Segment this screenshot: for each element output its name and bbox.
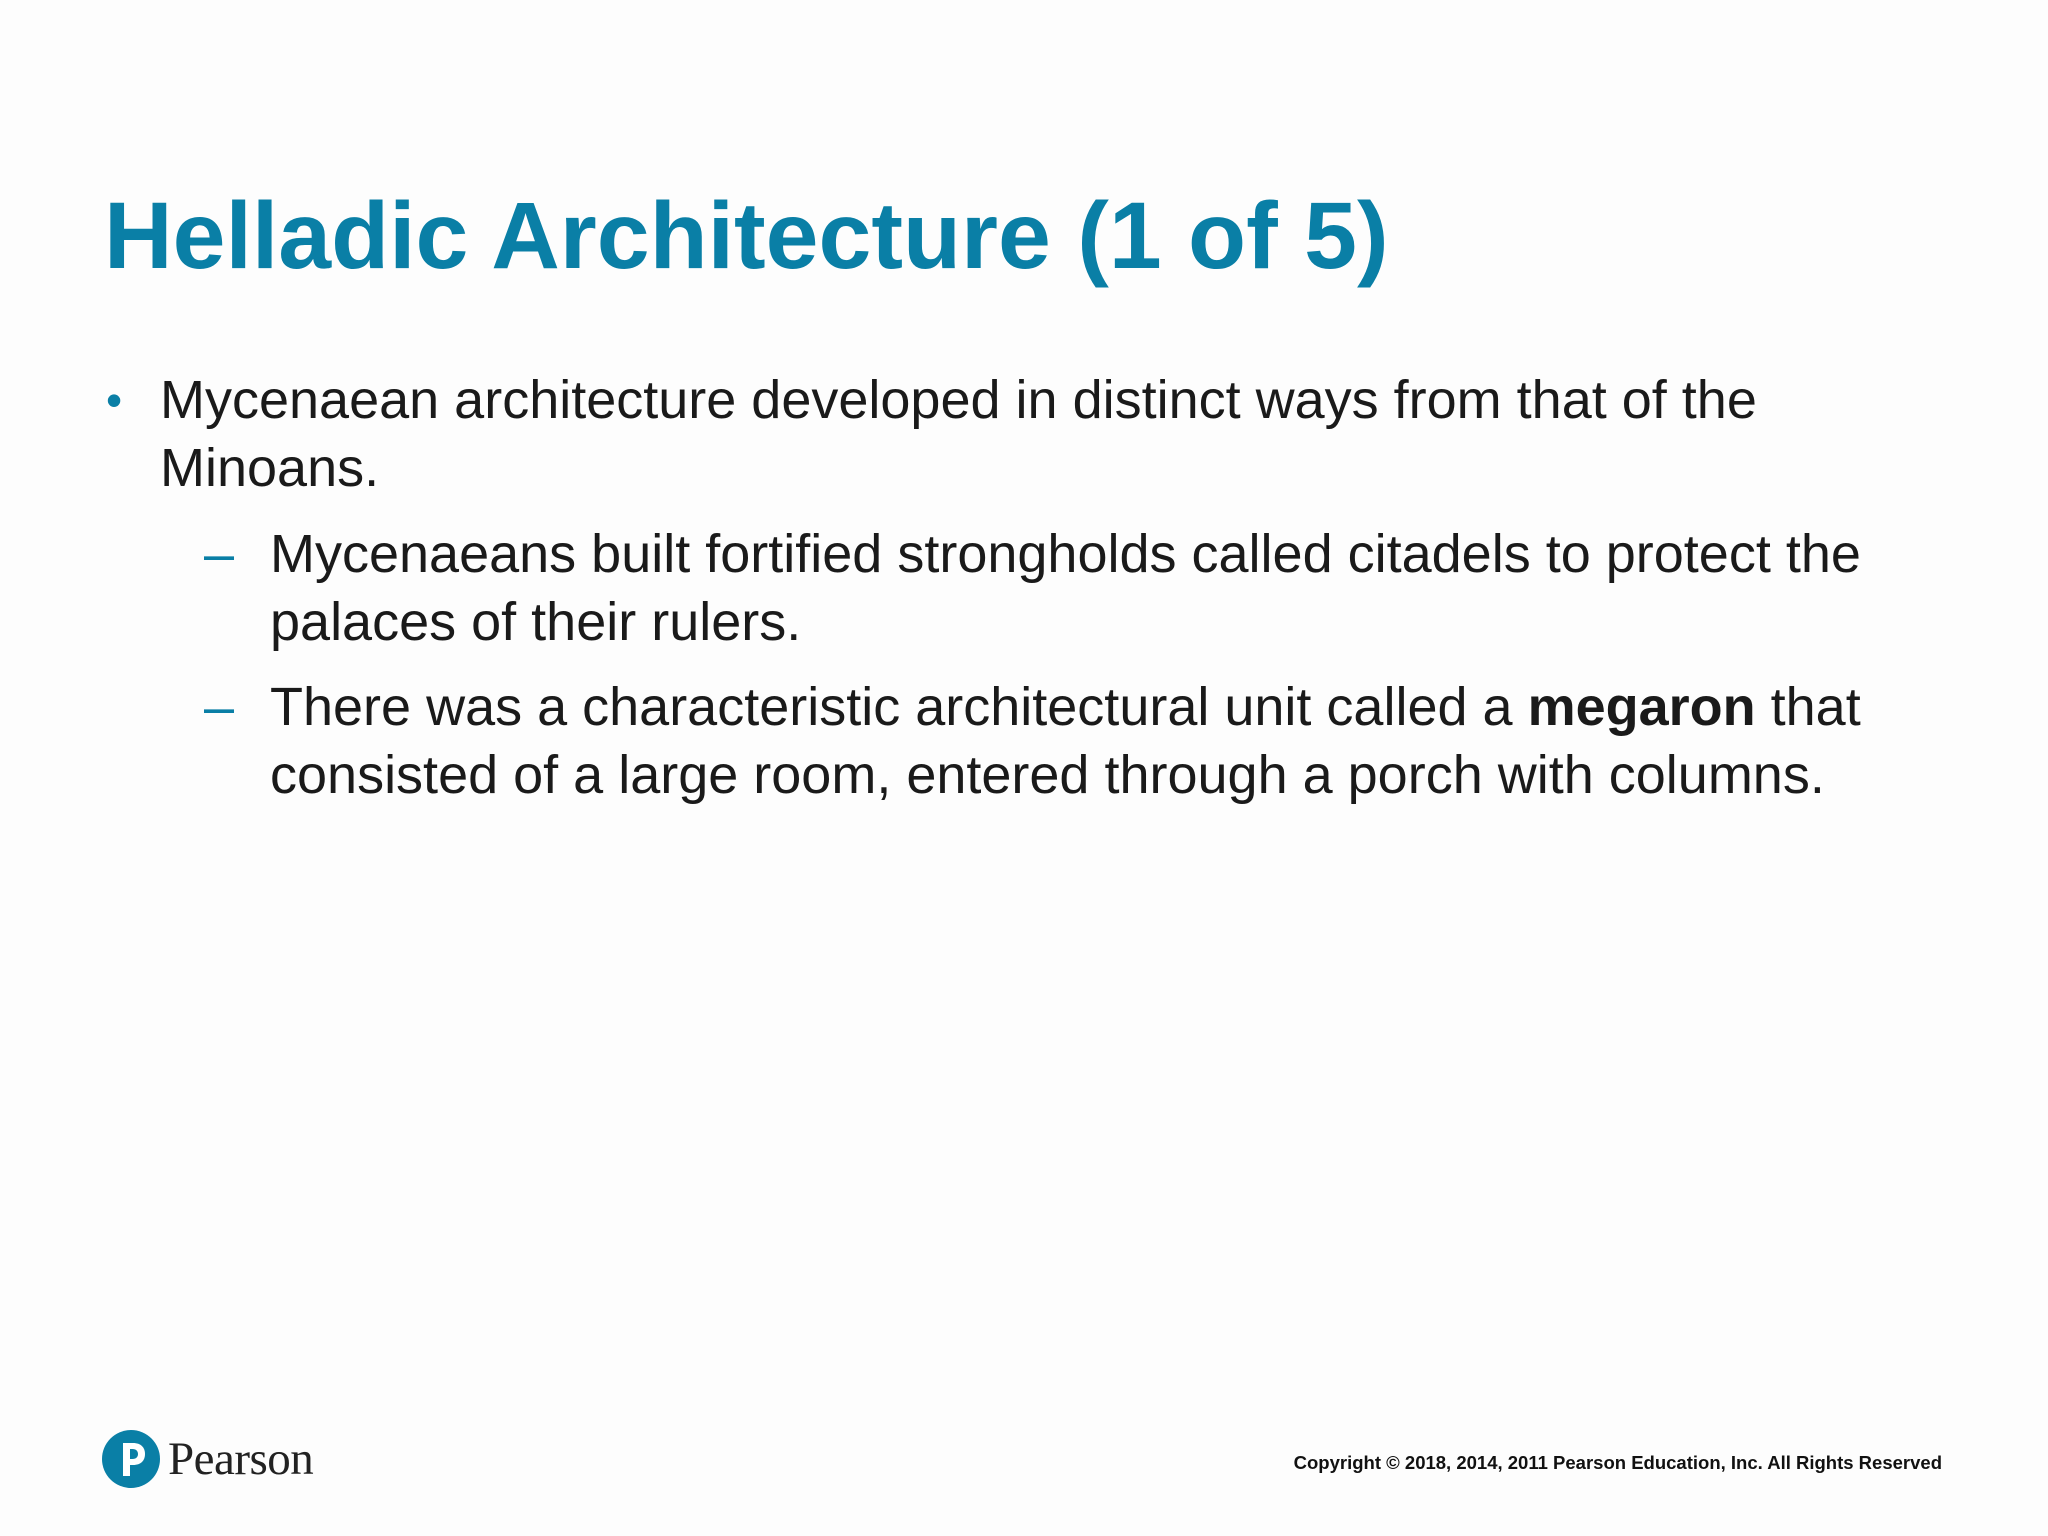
- sub-bullet-text-before: There was a characteristic architectural unit called a: [270, 677, 1528, 737]
- slide-title: Helladic Architecture (1 of 5): [104, 183, 1389, 289]
- sub-bullet-text-after: that consisted of a large room, entered through a porch with columns.: [270, 677, 1861, 805]
- bullet-marker: •: [106, 374, 123, 426]
- pearson-wordmark: Pearson: [168, 1433, 314, 1485]
- copyright-notice: Copyright © 2018, 2014, 2011 Pearson Education, Inc. All Rights Reserved: [1293, 1452, 1942, 1473]
- sub-bullet-marker: –: [204, 677, 235, 737]
- pearson-p-icon: [102, 1430, 160, 1488]
- sub-bullet-text: Mycenaeans built fortified strongholds called citadels to protect the palaces of their rulers.: [270, 524, 1861, 652]
- sub-bullet-text: [270, 673, 1994, 809]
- key-term: megaron: [1527, 677, 1756, 737]
- pearson-logo: [102, 1426, 313, 1492]
- bullet-text: Mycenaean architecture developed in distinct ways from that of the Minoans.: [160, 370, 1757, 498]
- sub-bullet-marker: –: [204, 524, 235, 584]
